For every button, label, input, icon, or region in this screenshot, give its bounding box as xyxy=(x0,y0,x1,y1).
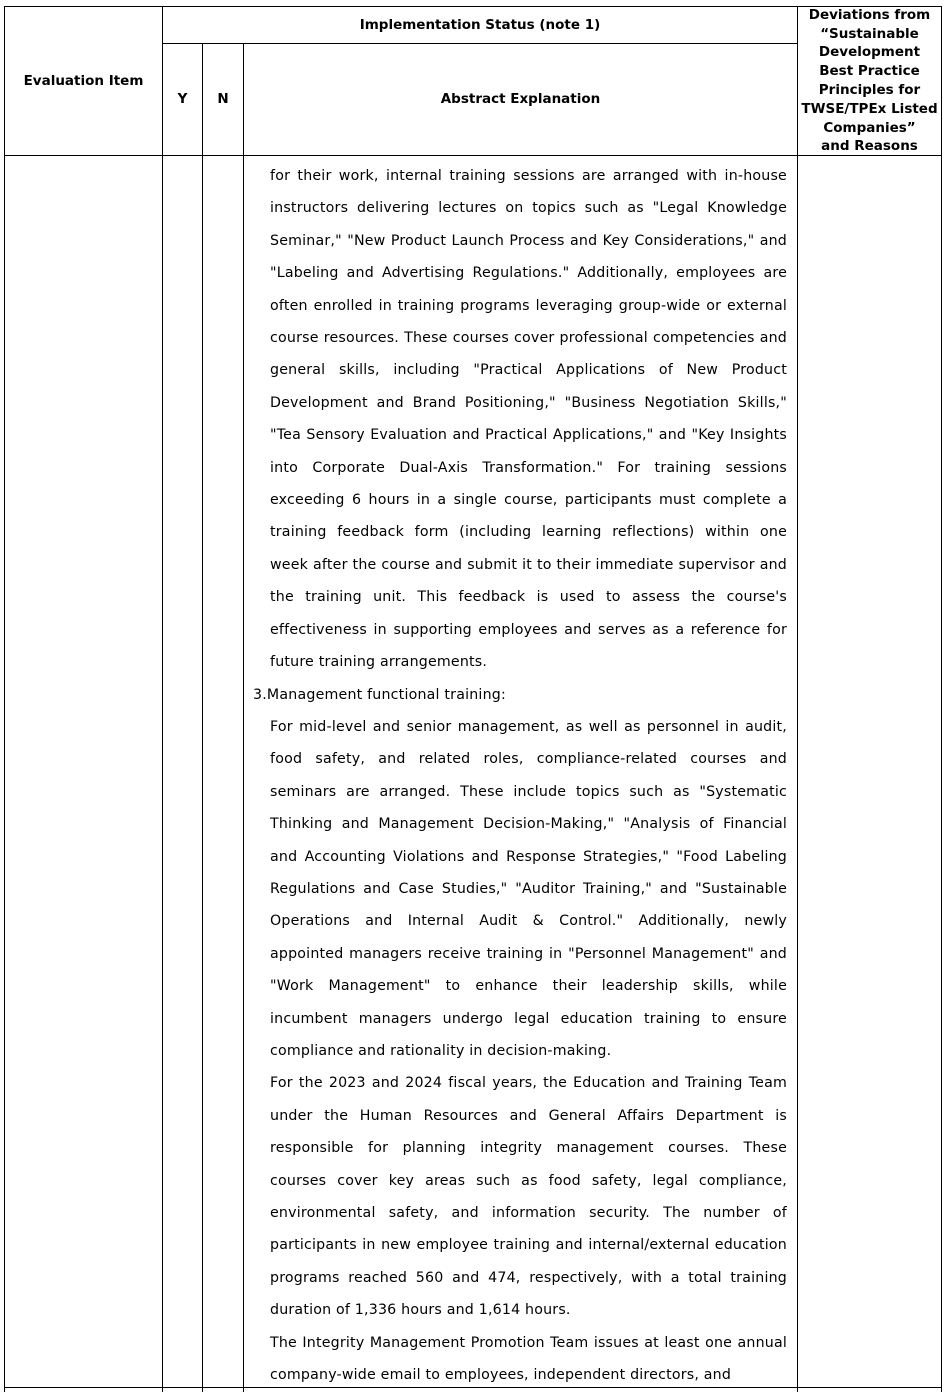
header-abstract-explanation-label: Abstract Explanation xyxy=(440,91,601,108)
explanation-paragraph: For mid-level and senior management, as well as personnel in audit, food safety, and related roles, compliance-related courses and seminars are arranged. These include topics such as "Systematic Thinking and Management Decision-Making," "Analysis of Financial and Accounting Violations and Response Strategies," "Food Labeling Regulations and Case Studies," "Auditor Training," and "Sustainable Operations and Internal Audit & Control." Additionally, newly appointed managers receive training in "Personnel Management" and "Work Management" to enhance their leadership skills, while incumbent managers undergo legal education training to ensure compliance and rationality in decision-making. xyxy=(270,718,787,1059)
column-divider-n xyxy=(243,43,244,1392)
explanation-section-heading: 3.Management functional training: xyxy=(253,686,506,703)
header-implementation-status-label: Implementation Status (note 1) xyxy=(359,16,601,33)
header-n-label: N xyxy=(217,91,229,108)
header-y-label: Y xyxy=(177,91,188,108)
header-n xyxy=(203,44,243,155)
header-deviations-line: Best Practice xyxy=(819,63,920,80)
table-border-left xyxy=(4,6,5,1392)
header-deviations-line: Companies” xyxy=(823,119,916,136)
header-implementation-status xyxy=(163,7,797,43)
header-deviations-line: Deviations from xyxy=(808,6,931,23)
header-deviations-line: Principles for xyxy=(818,82,921,98)
header-evaluation-item-label: Evaluation Item xyxy=(23,72,144,89)
header-deviations-line: Development xyxy=(818,44,921,61)
column-divider-y xyxy=(202,43,203,1392)
explanation-paragraph: The Integrity Management Promotion Team issues at least one annual company-wide email to employees, independent directors, and xyxy=(270,1334,787,1384)
abstract-explanation-body xyxy=(253,160,787,1391)
column-divider-explanation xyxy=(797,6,798,1392)
header-deviations-line: and Reasons xyxy=(821,138,918,155)
header-bottom-border xyxy=(4,155,942,156)
header-abstract-explanation xyxy=(244,44,797,155)
column-divider-evaluation xyxy=(162,6,163,1392)
table-border-right xyxy=(941,6,942,1392)
header-evaluation-item xyxy=(5,7,162,155)
header-deviations xyxy=(798,7,941,155)
explanation-paragraph: For the 2023 and 2024 fiscal years, the Education and Training Team under the Human Resources and General Affairs Department is responsible for planning integrity management courses. These courses cover key areas such as food safety, legal compliance, environmental safety, and information security. The number of participants in new employee training and internal/external education programs reached 560 and 474, respectively, with a total training duration of 1,336 hours and 1,614 hours. xyxy=(270,1075,787,1319)
header-deviations-line: “Sustainable xyxy=(820,25,919,42)
explanation-paragraph: for their work, internal training sessions are arranged with in-house instructors delivering lectures on topics such as "Legal Knowledge Seminar," "New Product Launch Process and Key Considerations," and "Labeling and Advertising Regulations." Additionally, employees are often enrolled in training programs leveraging group-wide or external course resources. These courses cover professional competencies and general skills, including "Practical Applications of New Product Development and Brand Positioning," "Business Negotiation Skills," "Tea Sensory Evaluation and Practical Applications," and "Key Insights into Corporate Dual-Axis Transformation." For training sessions exceeding 6 hours in a single course, participants must complete a training feedback form (including learning reflections) within one week after the course and submit it to their immediate supervisor and the training unit. This feedback is used to assess the course's effectiveness in supporting employees and serves as a reference for future training arrangements. xyxy=(270,168,787,671)
header-y xyxy=(163,44,202,155)
header-deviations-line: TWSE/TPEx Listed xyxy=(801,100,938,117)
